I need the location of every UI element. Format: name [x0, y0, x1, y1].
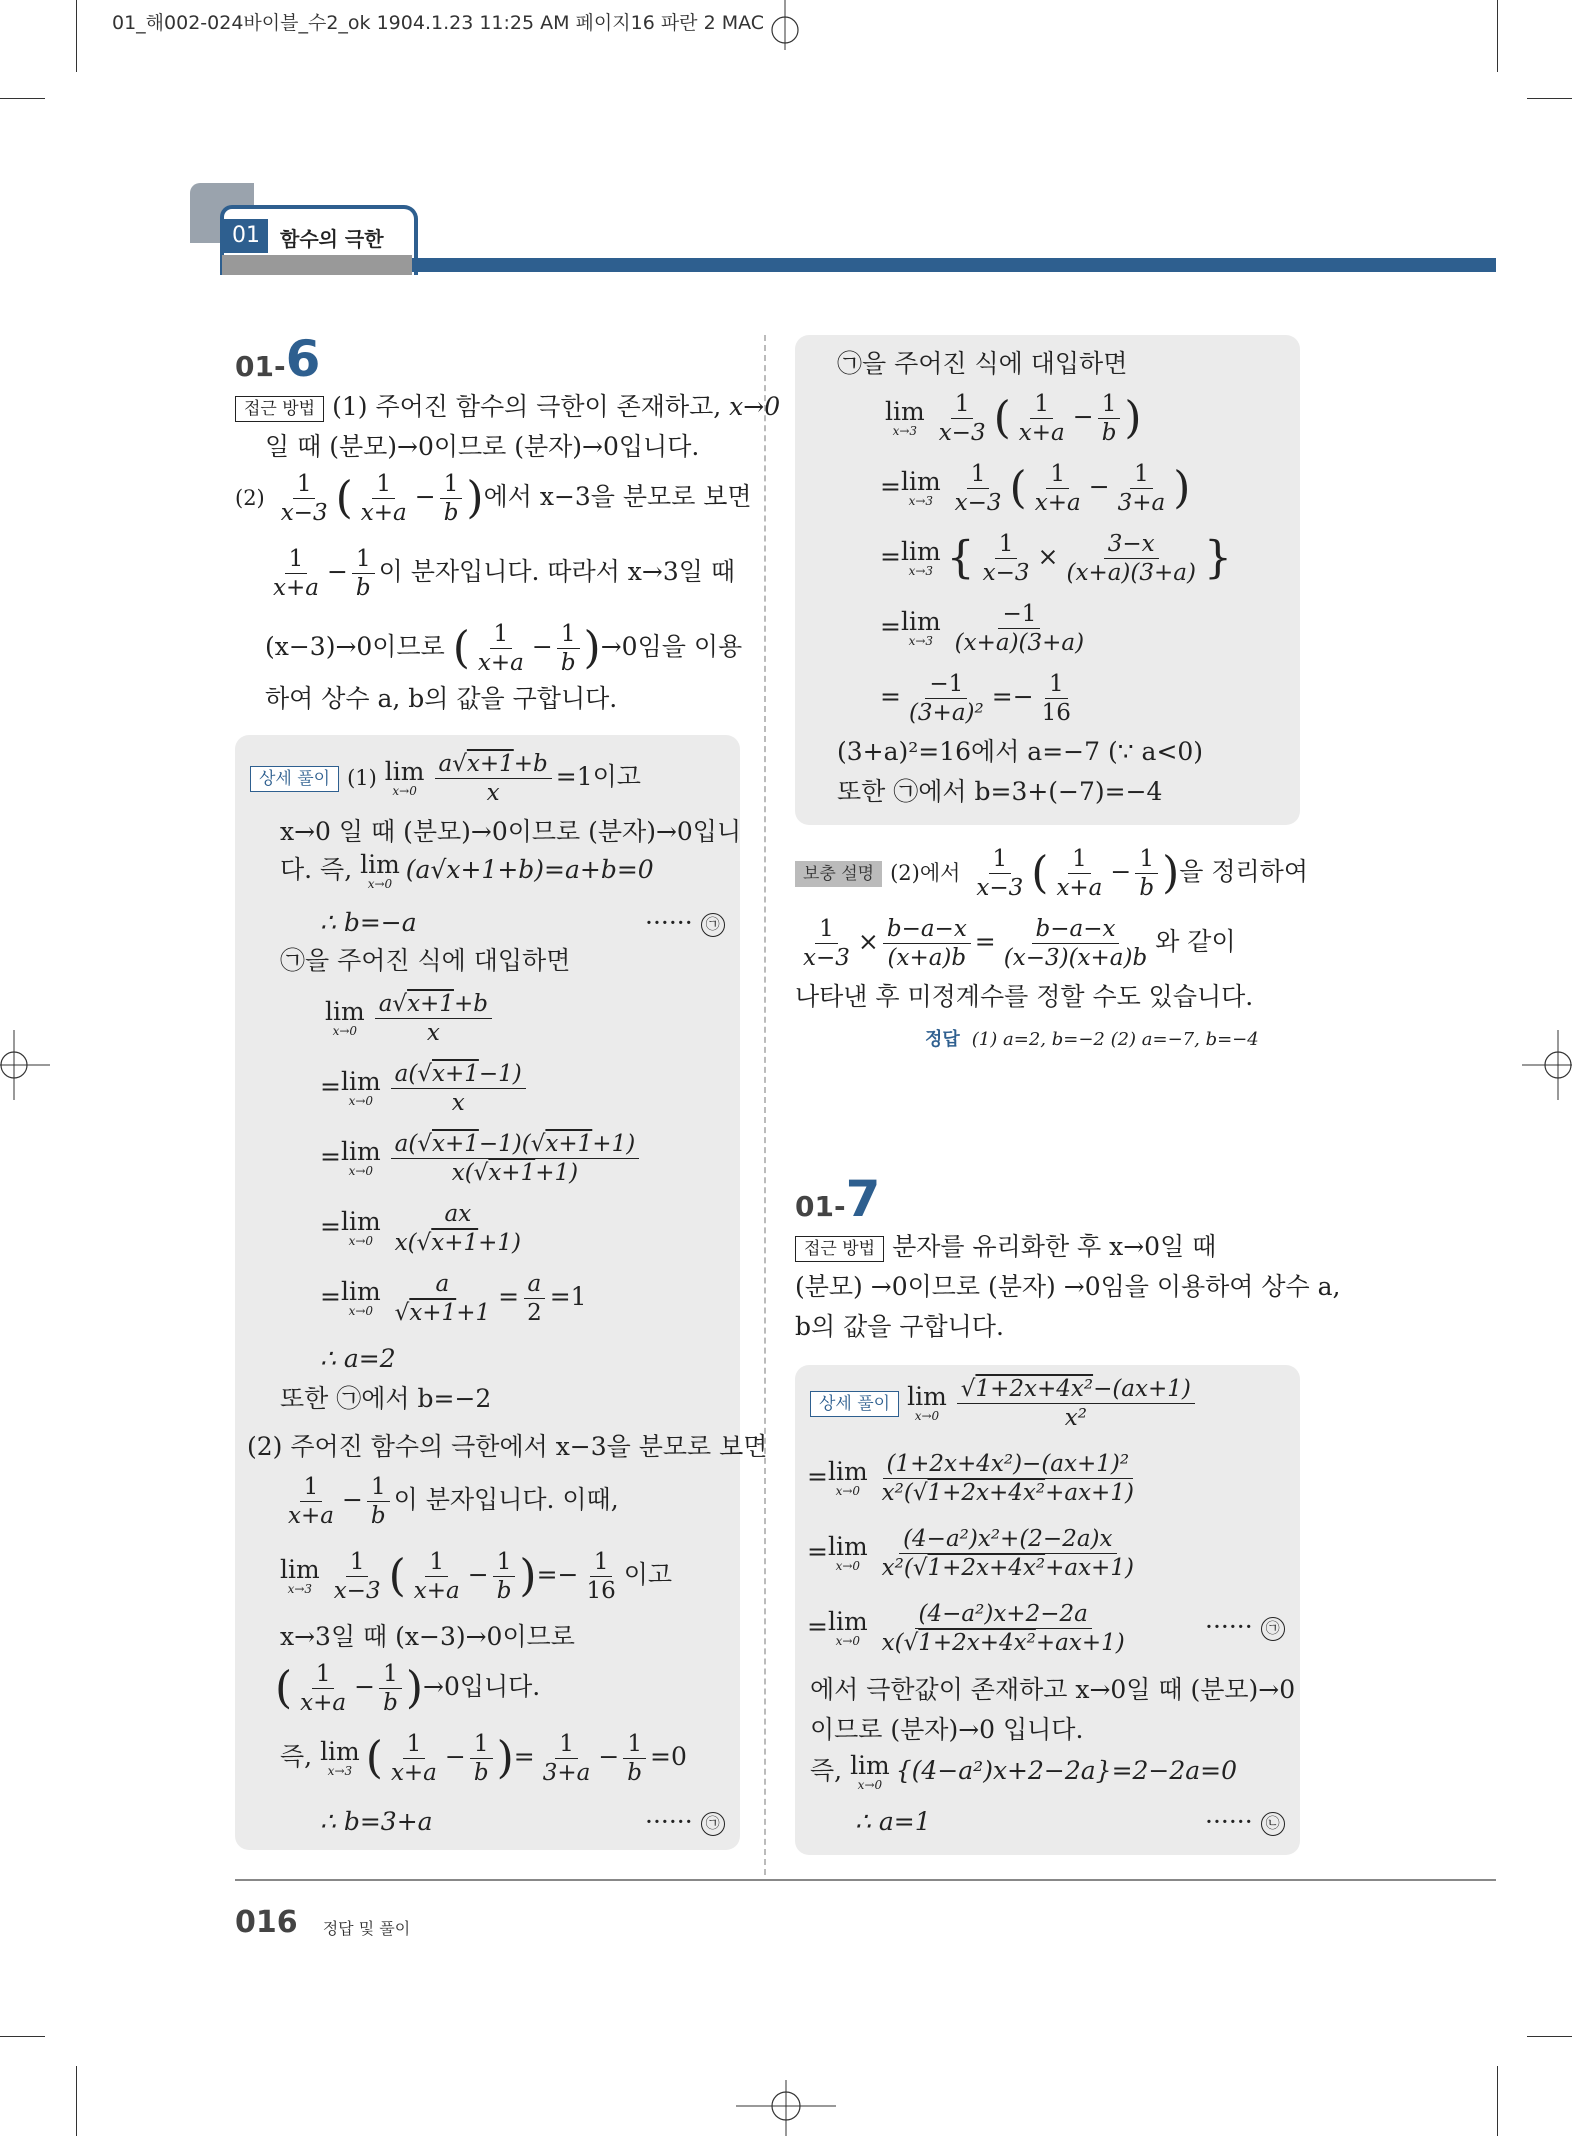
- registration-mark: [736, 2080, 836, 2136]
- p7-line-4: ∴ a=1: [855, 1807, 931, 1836]
- header-tab-base: [222, 255, 412, 275]
- right-line-1: ㉠을 주어진 식에 대입하면: [837, 349, 1128, 378]
- marker: ······ ㉠: [1205, 1610, 1285, 1644]
- right-column: [795, 335, 1341, 1855]
- crop-mark: [76, 2066, 77, 2136]
- approach-tag: 접근 방법: [235, 396, 324, 422]
- detail-tag: 상세 풀이: [250, 766, 339, 792]
- calc-1: lim x→0 $\frac{a√x+1+b}{x}$: [325, 990, 496, 1047]
- detail-line-13: 즉, lim x→3 ( $\frac{1}{x+a}$ − $\frac{1}{b}$ )= $\frac{1}{3+a}$ − $\frac{1}{b}$ =0: [280, 1731, 687, 1786]
- page-number: 016: [235, 1905, 298, 1940]
- footer-label: 정답 및 풀이: [322, 1919, 411, 1938]
- detail-line-5: ㉠을 주어진 식에 대입하면: [280, 946, 571, 975]
- detail-line-9: $\frac{1}{x+a}$ − $\frac{1}{b}$ 이 분자입니다. 이때,: [288, 1474, 619, 1529]
- crop-mark: [76, 0, 77, 72]
- registration-mark: [1522, 1030, 1572, 1100]
- answer-line: 정답 (1) a=2, b=−2 (2) a=−7, b=−4: [925, 1029, 1259, 1050]
- supplement-line-2: $\frac{1}{x-3}$ × $\frac{b-a-x}{(x+a)b}$ = $\frac{b-a-x}{(x-3)(x+a)b}$ 와 같이: [803, 916, 1236, 971]
- calc-5: = lim x→0 $\frac{a}{√x+1+1}$ = $\frac{a}{2}$ =1: [320, 1271, 587, 1326]
- right-line-8: 또한 ㉠에서 b=3+(−7)=−4: [837, 777, 1163, 806]
- crop-mark: [1527, 98, 1572, 99]
- rcalc-1: lim x→3 $\frac{1}{x-3}$ ( $\frac{1}{x+a}$ − $\frac{1}{b}$ ): [885, 391, 1142, 446]
- print-slug: 01_해002-024바이블_수2_ok 1904.1.23 11:25 AM 페이지16 파란 2 MAC: [112, 12, 765, 34]
- p7-approach-1: 접근 방법 분자를 유리화한 후 x→0일 때: [795, 1230, 1216, 1264]
- approach-line-2: 일 때 (분모)→0이므로 (분자)→0입니다.: [265, 432, 700, 461]
- footer: [235, 1905, 410, 1940]
- marker: ······ ㉠: [645, 906, 725, 940]
- supplement-line-3: 나타낸 후 미정계수를 정할 수도 있습니다.: [795, 982, 1254, 1011]
- detail-line-10: lim x→3 $\frac{1}{x-3}$ ( $\frac{1}{x+a}$ − $\frac{1}{b}$ )=− $\frac{1}{16}$ 이고: [280, 1549, 673, 1604]
- calc-3: = lim x→0 $\frac{a(√x+1-1)(√x+1+1)}{x(√x+1+1)}$: [320, 1130, 643, 1187]
- p7-calc-2: = lim x→0 $\frac{\text{(1+2x+4x²)−(ax+1)²}}{\text{x²(√1+2x+4x²+ax+1)}}$: [807, 1451, 1134, 1506]
- p7-approach-2: (분모) →0이므로 (분자) →0임을 이용하여 상수 a,: [795, 1272, 1341, 1301]
- crop-mark: [1497, 0, 1498, 72]
- p7-approach-3: b의 값을 구합니다.: [795, 1312, 1004, 1341]
- approach-line-1: 접근 방법 (1) 주어진 함수의 극한이 존재하고, x→0: [235, 390, 780, 424]
- crop-mark: [0, 98, 45, 99]
- detail-line-11: x→3일 때 (x−3)→0이므로: [280, 1622, 575, 1651]
- detail-line-8: (2) 주어진 함수의 극한에서 x−3을 분모로 보면: [247, 1432, 768, 1461]
- problem-number: 01-7: [795, 1170, 881, 1228]
- p7-line-1: 에서 극한값이 존재하고 x→0일 때 (분모)→0: [810, 1675, 1296, 1704]
- registration-mark: [760, 0, 810, 50]
- p7-line-2: 이므로 (분자)→0 입니다.: [810, 1715, 1084, 1744]
- approach-line-3: (2) $\frac{1}{x-3}$ ( $\frac{1}{x+a}$ − $\frac{1}{b}$ )에서 x−3을 분모로 보면: [235, 471, 752, 526]
- detail-line-7: 또한 ㉠에서 b=−2: [280, 1384, 492, 1413]
- rcalc-4: = lim x→3 $\frac{-1}{(x+a)(3+a)}$: [880, 601, 1085, 656]
- marker: ······ ㉠: [645, 1805, 725, 1839]
- calc-4: = lim x→0 $\frac{ax}{x(√x+1+1)}$: [320, 1201, 522, 1256]
- column-divider: [764, 335, 766, 1875]
- approach-line-5: (x−3)→0이므로 ( $\frac{1}{x+a}$ − $\frac{1}{b}$ )→0임을 이용: [265, 621, 743, 676]
- supplement-line-1: 보충 설명 (2)에서 $\frac{1}{x-3}$ ( $\frac{1}{x+a}$ − $\frac{1}{b}$ )을 정리하여: [795, 845, 1308, 902]
- detail-line-6: ∴ a=2: [320, 1344, 396, 1373]
- rcalc-3: = lim x→3 { $\frac{1}{x-3}$ × $\frac{3-x}{(x+a)(3+a)}$ }: [880, 531, 1232, 586]
- header-rule: [412, 258, 1496, 272]
- footer-rule: [235, 1879, 1496, 1881]
- right-line-7: (3+a)²=16에서 a=−7 (∵ a<0): [837, 737, 1204, 766]
- detail-line-3: 다. 즉, lim x→0 (a√x+1+b)=a+b=0: [280, 850, 654, 891]
- rcalc-2: = lim x→3 $\frac{1}{x-3}$ ( $\frac{1}{x+a}$ − $\frac{1}{3+a}$ ): [880, 461, 1191, 516]
- p7-calc-1: 상세 풀이 lim x→0 $\frac{\text{√1+2x+4x²−(ax+1)}}{\text{x²}}$: [810, 1375, 1199, 1432]
- p7-calc-4: = lim x→0 $\frac{\text{(4−a²)x+2−2a}}{\text{x(√1+2x+4x²+ax+1)}}$: [807, 1601, 1125, 1656]
- rcalc-5: = $\frac{-1}{\text{(3+a)²}}$ =− $\frac{1}{16}$: [880, 671, 1071, 726]
- problem-number: 01-6: [235, 330, 321, 388]
- detail-line-12: ( $\frac{1}{x+a}$ − $\frac{1}{b}$ )→0입니다.: [275, 1661, 541, 1716]
- crop-mark: [0, 2036, 45, 2037]
- detail-line-4: ∴ b=−a: [320, 908, 417, 937]
- marker: ······ ㉡: [1205, 1805, 1285, 1839]
- chapter-number: 01: [224, 219, 268, 253]
- approach-line-4: $\frac{1}{x+a}$ − $\frac{1}{b}$ 이 분자입니다. 따라서 x→3일 때: [273, 546, 735, 601]
- detail-line-2: x→0 일 때 (분모)→0이므로 (분자)→0입니: [280, 817, 742, 846]
- problem-6: [235, 330, 781, 1850]
- approach-line-6: 하여 상수 a, b의 값을 구합니다.: [265, 684, 618, 713]
- calc-2: = lim x→0 $\frac{a(√x+1-1)}{x}$: [320, 1060, 530, 1117]
- crop-mark: [1497, 2066, 1498, 2136]
- supplement-tag: 보충 설명: [795, 861, 882, 887]
- chapter-header: [190, 183, 1496, 275]
- chapter-title: 함수의 극한: [280, 227, 384, 251]
- p7-line-3: 즉, lim x→0 {(4−a²)x+2−2a}=2−2a=0: [810, 1751, 1238, 1792]
- registration-mark: [0, 1030, 50, 1100]
- detail-line-1: 상세 풀이 (1) lim x→0 $\frac{a√x+1+b}{x}$ =1이고: [250, 750, 641, 807]
- detail-line-14: ∴ b=3+a: [320, 1807, 433, 1836]
- crop-mark: [1527, 2036, 1572, 2037]
- p7-calc-3: = lim x→0 $\frac{\text{(4−a²)x²+(2−2a)x}}{\text{x²(√1+2x+4x²+ax+1)}}$: [807, 1526, 1134, 1581]
